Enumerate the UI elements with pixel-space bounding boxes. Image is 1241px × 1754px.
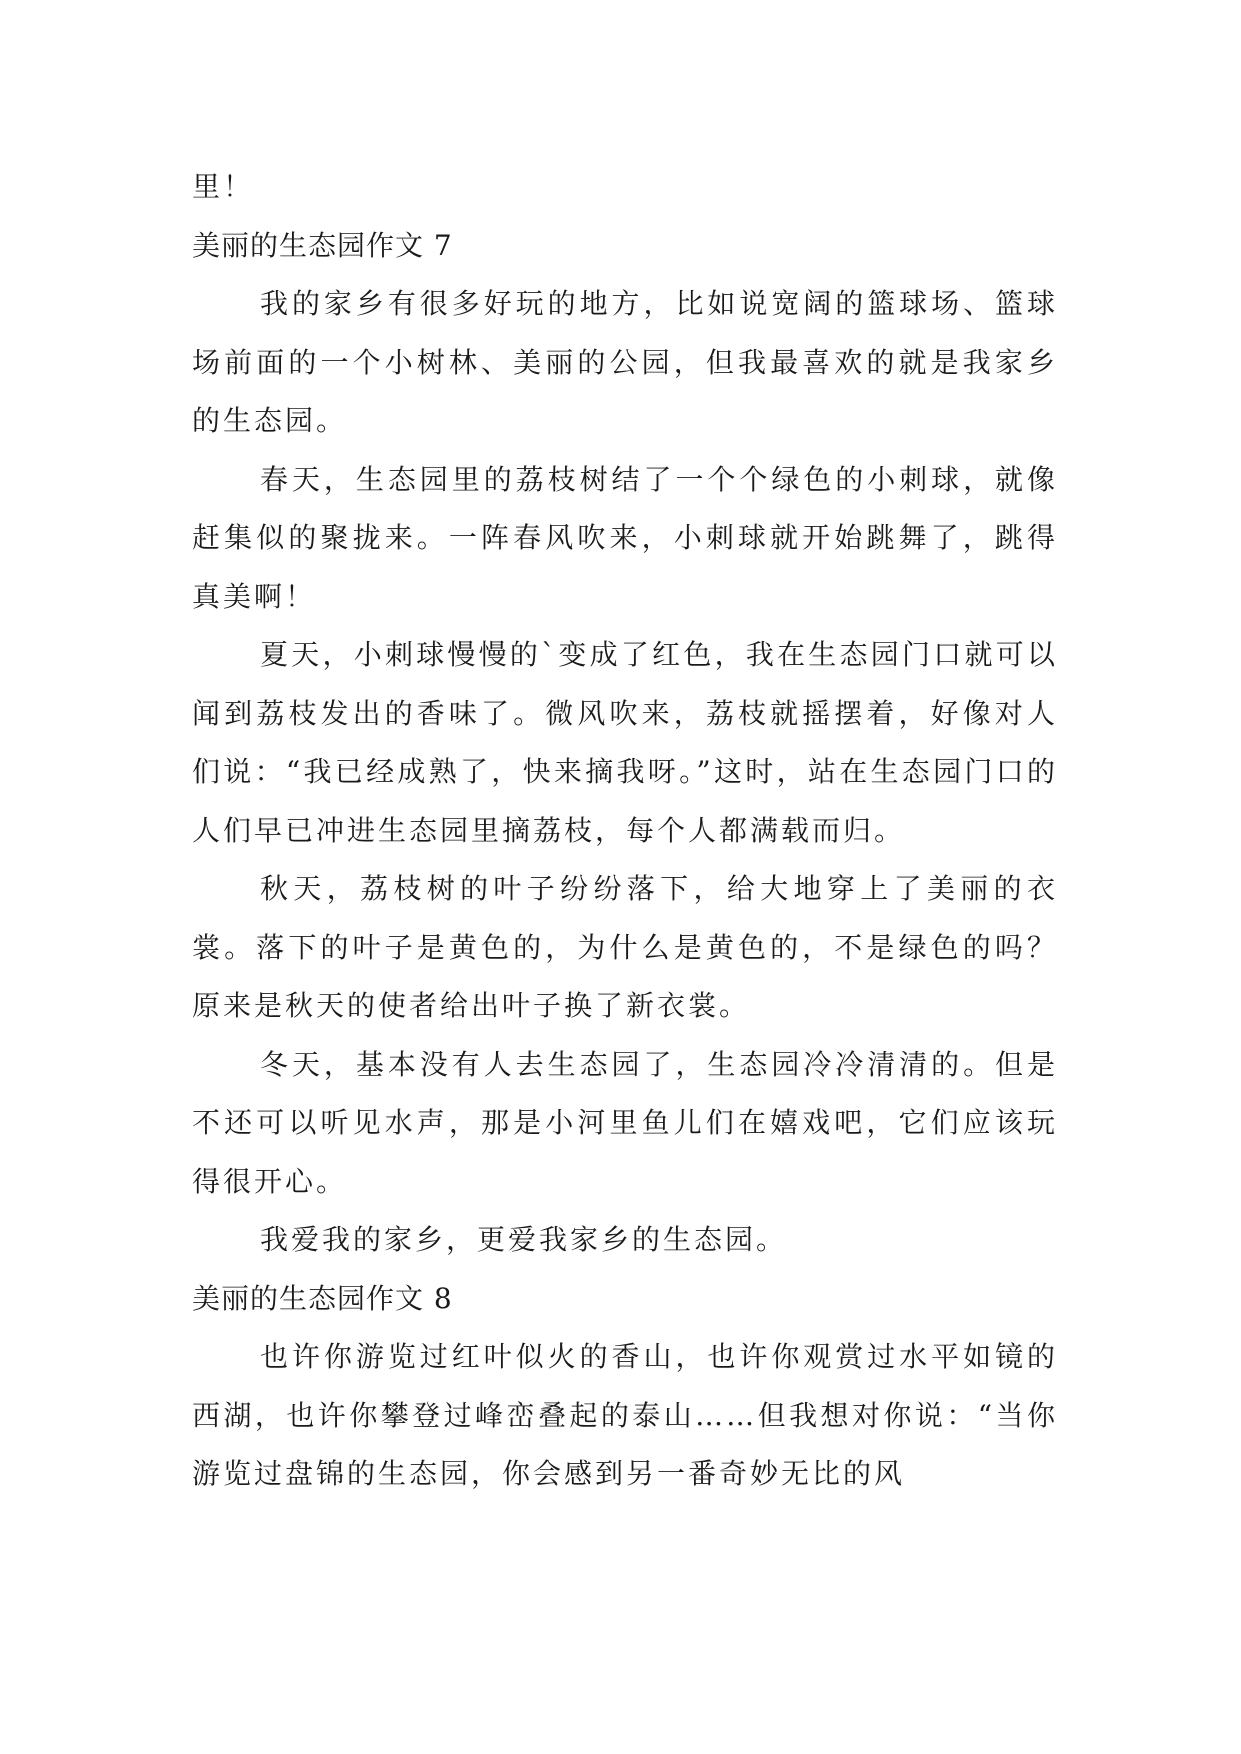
document-page	[192, 158, 1058, 1504]
paragraph: 也许你游览过红叶似火的香山，也许你观赏过水平如镜的西湖，也许你攀登过峰峦叠起的泰山……但我想对你说：“当你游览过盘锦的生态园，你会感到另一番奇妙无比的风	[192, 1340, 1058, 1490]
paragraph: 冬天，基本没有人去生态园了，生态园冷冷清清的。但是不还可以听见水声，那是小河里鱼儿们在嬉戏吧，它们应该玩得很开心。	[192, 1047, 1058, 1198]
paragraph: 夏天，小刺球慢慢的`变成了红色，我在生态园门口就可以闻到荔枝发出的香味了。微风吹来，荔枝就摇摆着，好像对人们说：“我已经成熟了，快来摘我呀。”这时，站在生态园门口的人们早已冲进生态园里摘荔枝，每个人都满载而归。	[192, 638, 1058, 847]
continuation-text: 里！	[192, 170, 255, 203]
paragraph: 春天，生态园里的荔枝树结了一个个绿色的小刺球，就像赶集似的聚拢来。一阵春风吹来，小刺球就开始跳舞了，跳得真美啊！	[192, 462, 1058, 613]
essay-heading-7: 美丽的生态园作文 7	[192, 228, 453, 262]
paragraph: 我的家乡有很多好玩的地方，比如说宽阔的篮球场、篮球场前面的一个小树林、美丽的公园，但我最喜欢的就是我家乡的生态园。	[192, 287, 1058, 437]
paragraph: 秋天，荔枝树的叶子纷纷落下，给大地穿上了美丽的衣裳。落下的叶子是黄色的，为什么是黄色的，不是绿色的吗？原来是秋天的使者给出叶子换了新衣裳。	[192, 872, 1058, 1022]
essay-heading-8: 美丽的生态园作文 8	[192, 1281, 453, 1315]
paragraph: 我爱我的家乡，更爱我家乡的生态园。	[260, 1223, 788, 1256]
